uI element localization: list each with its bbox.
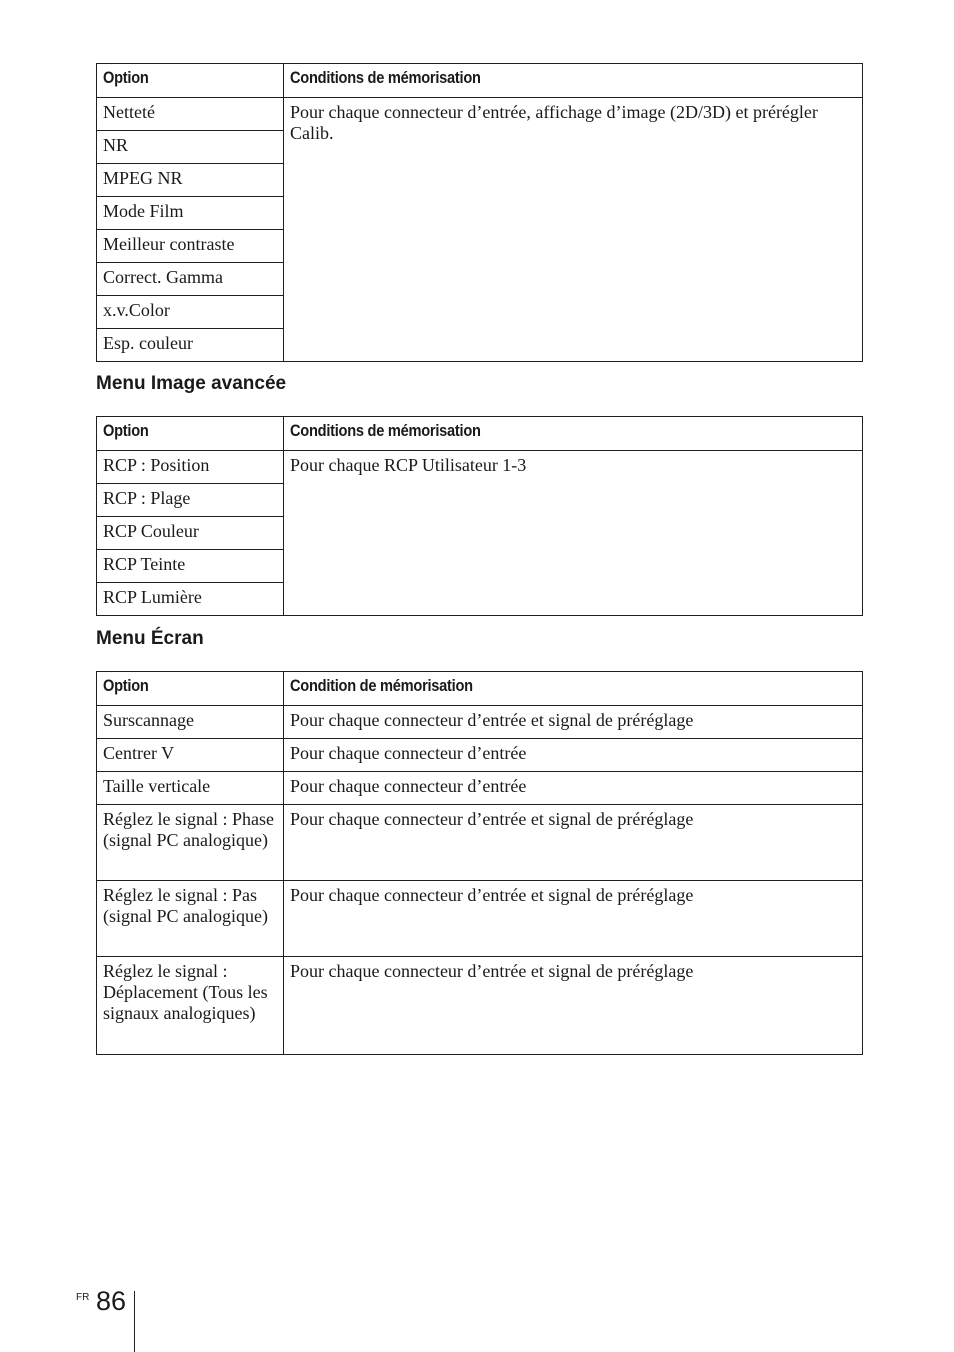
condition-cell: Pour chaque connecteur d’entrée et signal de préréglage — [284, 957, 863, 1055]
option-cell: NR — [97, 131, 284, 164]
option-cell: Esp. couleur — [97, 329, 284, 362]
condition-cell: Pour chaque RCP Utilisateur 1-3 — [284, 451, 863, 616]
condition-cell: Pour chaque connecteur d’entrée et signal de préréglage — [284, 706, 863, 739]
option-cell: RCP Lumière — [97, 583, 284, 616]
table-header-row — [97, 64, 863, 98]
option-cell: Taille verticale — [97, 772, 284, 805]
condition-cell: Pour chaque connecteur d’entrée — [284, 739, 863, 772]
option-cell: Réglez le signal : Pas (signal PC analogique) — [97, 881, 284, 957]
option-cell: Netteté — [97, 98, 284, 131]
table-row — [97, 98, 863, 131]
option-cell: Surscannage — [97, 706, 284, 739]
option-cell: MPEG NR — [97, 164, 284, 197]
column-header-option: Option — [97, 672, 284, 706]
section-heading-ecran: Menu Écran — [96, 628, 204, 649]
option-cell: Réglez le signal : Déplacement (Tous les signaux analogiques) — [97, 957, 284, 1055]
table-1 — [96, 63, 863, 362]
condition-cell: Pour chaque connecteur d’entrée et signal de préréglage — [284, 805, 863, 881]
column-header-conditions: Conditions de mémorisation — [284, 417, 863, 451]
option-cell: RCP Teinte — [97, 550, 284, 583]
option-cell: Réglez le signal : Phase (signal PC analogique) — [97, 805, 284, 881]
condition-cell: Pour chaque connecteur d’entrée, affichage d’image (2D/3D) et prérégler Calib. — [284, 98, 863, 362]
table-row — [97, 772, 863, 805]
option-cell: x.v.Color — [97, 296, 284, 329]
table-row — [97, 957, 863, 1055]
option-cell: Correct. Gamma — [97, 263, 284, 296]
table-row — [97, 451, 863, 484]
column-header-conditions: Conditions de mémorisation — [284, 64, 863, 98]
table-row — [97, 881, 863, 957]
option-cell: Mode Film — [97, 197, 284, 230]
condition-cell: Pour chaque connecteur d’entrée — [284, 772, 863, 805]
option-cell: RCP : Plage — [97, 484, 284, 517]
option-cell: Meilleur contraste — [97, 230, 284, 263]
page-number: 86 — [96, 1286, 127, 1316]
table-header-row — [97, 672, 863, 706]
condition-cell: Pour chaque connecteur d’entrée et signal de préréglage — [284, 881, 863, 957]
column-header-option: Option — [97, 417, 284, 451]
option-cell: RCP : Position — [97, 451, 284, 484]
table-header-row — [97, 417, 863, 451]
table-2 — [96, 416, 863, 616]
column-header-option: Option — [97, 64, 284, 98]
section-heading-image-avancee: Menu Image avancée — [96, 373, 287, 394]
table-row — [97, 739, 863, 772]
option-cell: Centrer V — [97, 739, 284, 772]
language-code: FR — [76, 1292, 90, 1303]
option-cell: RCP Couleur — [97, 517, 284, 550]
table-row — [97, 706, 863, 739]
table-row — [97, 805, 863, 881]
table-3 — [96, 671, 863, 1055]
footer-divider — [134, 1291, 135, 1352]
column-header-condition: Condition de mémorisation — [284, 672, 863, 706]
